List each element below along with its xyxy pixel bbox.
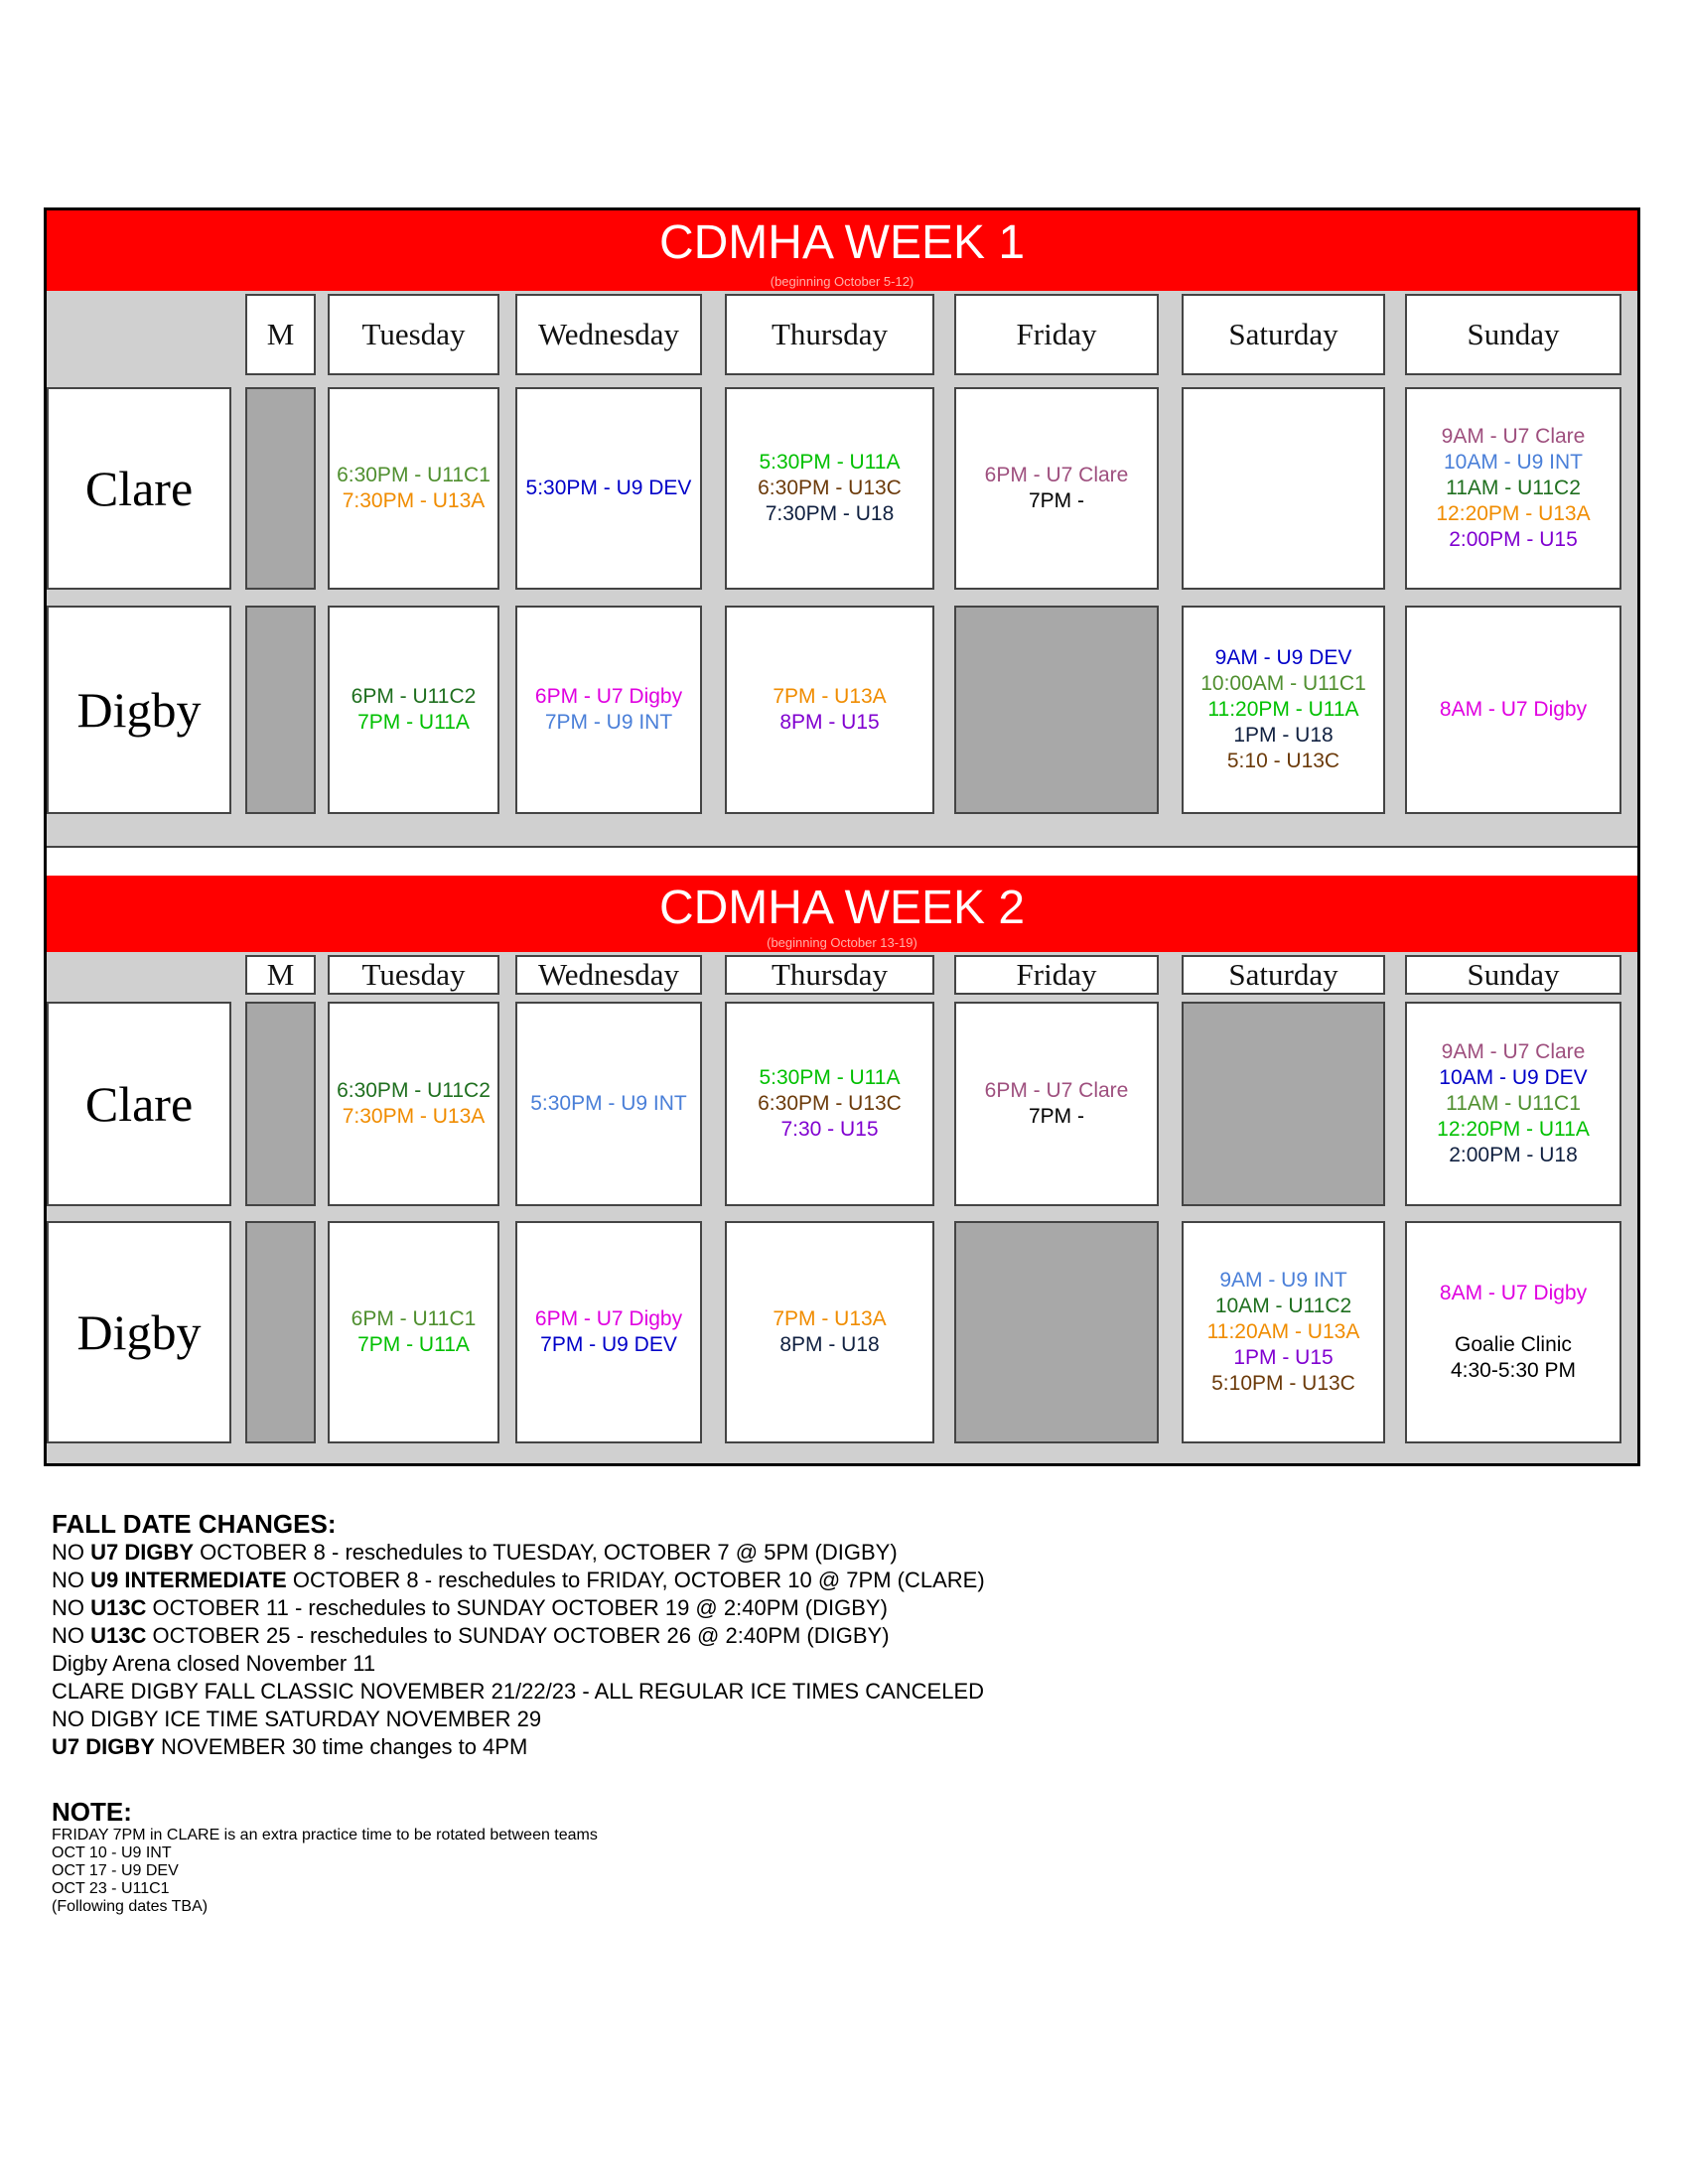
ice-time-entry: 10AM - U9 INT bbox=[1443, 451, 1584, 474]
ice-time-entry: 6PM - U7 Digby bbox=[534, 1307, 683, 1330]
ice-time-entry: 7PM - U11A bbox=[357, 1333, 470, 1356]
fall-change-bold: U13C bbox=[90, 1623, 147, 1648]
fall-change-post: NO DIGBY ICE TIME SATURDAY NOVEMBER 29 bbox=[52, 1706, 542, 1731]
fall-change-line bbox=[52, 1539, 1342, 1567]
fall-change-pre: NO bbox=[52, 1540, 91, 1565]
fall-date-changes bbox=[52, 1509, 1342, 1761]
w2-digby-wed bbox=[515, 1221, 702, 1443]
ice-time-entry: 9AM - U7 Clare bbox=[1441, 1040, 1586, 1063]
ice-time-entry: 4:30-5:30 PM bbox=[1450, 1359, 1577, 1382]
day-header-wednesday: Wednesday bbox=[515, 955, 702, 995]
week-1-banner bbox=[47, 210, 1637, 291]
fall-change-bold: U7 DIGBY bbox=[52, 1734, 155, 1759]
fall-change-post: CLARE DIGBY FALL CLASSIC NOVEMBER 21/22/23 - ALL REGULAR ICE TIMES CANCELED bbox=[52, 1679, 985, 1704]
ice-time-entry: 9AM - U7 Clare bbox=[1441, 425, 1586, 448]
note-heading: NOTE: bbox=[52, 1797, 132, 1827]
fall-change-post: NOVEMBER 30 time changes to 4PM bbox=[154, 1734, 528, 1759]
ice-time-entry: 5:30PM - U9 INT bbox=[530, 1092, 687, 1115]
fall-change-post: OCTOBER 25 - reschedules to SUNDAY OCTOBER 26 @ 2:40PM (DIGBY) bbox=[146, 1623, 890, 1648]
week-2-title: CDMHA WEEK 2 bbox=[658, 882, 1026, 934]
week-1-subtitle: (beginning October 5-12) bbox=[770, 274, 914, 289]
fall-change-bold: U13C bbox=[90, 1595, 147, 1620]
ice-time-entry: 2:00PM - U15 bbox=[1449, 528, 1578, 551]
day-header-tuesday: Tuesday bbox=[328, 955, 499, 995]
ice-time-entry: 5:10 - U13C bbox=[1226, 750, 1340, 772]
week-1-title: CDMHA WEEK 1 bbox=[658, 216, 1026, 269]
fall-change-pre: NO bbox=[52, 1595, 91, 1620]
w1-digby-sat bbox=[1182, 606, 1385, 814]
w1-digby-wed bbox=[515, 606, 702, 814]
ice-time-entry bbox=[1510, 1306, 1516, 1332]
w1-clare-mon bbox=[245, 387, 316, 590]
w1-digby-mon bbox=[245, 606, 316, 814]
ice-time-entry: 1PM - U15 bbox=[1233, 1346, 1334, 1369]
ice-time-entry: 7:30PM - U13A bbox=[342, 489, 486, 512]
ice-time-entry: 12:20PM - U11A bbox=[1437, 1118, 1590, 1141]
ice-time-entry: 7PM - U9 INT bbox=[544, 711, 673, 734]
note-line: FRIDAY 7PM in CLARE is an extra practice time to be rotated between teams bbox=[52, 1827, 598, 1843]
w1-clare-sat bbox=[1182, 387, 1385, 590]
w2-digby-tue bbox=[328, 1221, 499, 1443]
day-header-thursday: Thursday bbox=[725, 955, 934, 995]
ice-time-entry: 6:30PM - U13C bbox=[758, 1092, 902, 1115]
ice-time-entry: 6PM - U7 Clare bbox=[984, 464, 1129, 486]
w1-clare-fri bbox=[954, 387, 1159, 590]
fall-change-line bbox=[52, 1567, 1342, 1594]
ice-time-entry: 9AM - U9 DEV bbox=[1214, 646, 1352, 669]
ice-time-entry: 7PM - bbox=[1028, 1105, 1084, 1128]
row-label-digby: Digby bbox=[47, 1221, 231, 1443]
w2-clare-wed bbox=[515, 1002, 702, 1206]
ice-time-entry: 7:30PM - U18 bbox=[765, 502, 895, 525]
ice-time-entry: 1PM - U18 bbox=[1233, 724, 1334, 747]
ice-time-entry: 11AM - U11C1 bbox=[1446, 1092, 1581, 1115]
ice-time-entry: 8AM - U7 Digby bbox=[1439, 1282, 1588, 1304]
w1-digby-thu bbox=[725, 606, 934, 814]
day-header-friday: Friday bbox=[954, 294, 1159, 375]
w2-clare-fri bbox=[954, 1002, 1159, 1206]
ice-time-entry: 6PM - U7 Clare bbox=[984, 1079, 1129, 1102]
ice-time-entry: 7PM - U11A bbox=[357, 711, 470, 734]
fall-change-pre: NO bbox=[52, 1568, 91, 1592]
ice-time-entry: 7PM - U13A bbox=[773, 1307, 887, 1330]
fall-change-bold: U7 DIGBY bbox=[90, 1540, 195, 1565]
ice-time-entry: 10AM - U9 DEV bbox=[1439, 1066, 1588, 1089]
day-header-friday: Friday bbox=[954, 955, 1159, 995]
ice-time-entry: 7:30 - U15 bbox=[780, 1118, 879, 1141]
day-header-saturday: Saturday bbox=[1182, 955, 1385, 995]
fall-changes-list bbox=[52, 1539, 1342, 1761]
w1-digby-fri bbox=[954, 606, 1159, 814]
fall-change-post: OCTOBER 11 - reschedules to SUNDAY OCTOBER 19 @ 2:40PM (DIGBY) bbox=[146, 1595, 888, 1620]
day-header-monday: M bbox=[245, 955, 316, 995]
w2-digby-sat bbox=[1182, 1221, 1385, 1443]
w1-digby-sun bbox=[1405, 606, 1621, 814]
w2-clare-thu bbox=[725, 1002, 934, 1206]
w1-clare-tue bbox=[328, 387, 499, 590]
ice-time-entry: 5:30PM - U11A bbox=[759, 1066, 901, 1089]
fall-change-pre: NO bbox=[52, 1623, 91, 1648]
ice-time-entry: 11:20PM - U11A bbox=[1207, 698, 1359, 721]
week-separator bbox=[47, 846, 1637, 878]
row-label-digby: Digby bbox=[47, 606, 231, 814]
row-label-clare: Clare bbox=[47, 1002, 231, 1206]
fall-change-post: OCTOBER 8 - reschedules to TUESDAY, OCTOBER 7 @ 5PM (DIGBY) bbox=[194, 1540, 898, 1565]
w2-clare-tue bbox=[328, 1002, 499, 1206]
ice-time-entry: 12:20PM - U13A bbox=[1436, 502, 1591, 525]
ice-time-entry: 6PM - U11C2 bbox=[351, 685, 477, 708]
w1-clare-sun bbox=[1405, 387, 1621, 590]
w2-clare-mon bbox=[245, 1002, 316, 1206]
day-header-wednesday: Wednesday bbox=[515, 294, 702, 375]
ice-time-entry: 11AM - U11C2 bbox=[1446, 477, 1581, 499]
day-header-thursday: Thursday bbox=[725, 294, 934, 375]
w2-clare-sun bbox=[1405, 1002, 1621, 1206]
day-header-sunday: Sunday bbox=[1405, 955, 1621, 995]
w2-digby-mon bbox=[245, 1221, 316, 1443]
w2-digby-fri bbox=[954, 1221, 1159, 1443]
ice-time-entry: 8AM - U7 Digby bbox=[1439, 698, 1588, 721]
day-header-tuesday: Tuesday bbox=[328, 294, 499, 375]
ice-time-entry: 6PM - U7 Digby bbox=[534, 685, 683, 708]
day-header-saturday: Saturday bbox=[1182, 294, 1385, 375]
day-header-sunday: Sunday bbox=[1405, 294, 1621, 375]
ice-time-entry: 11:20AM - U13A bbox=[1206, 1320, 1360, 1343]
ice-time-entry: 10AM - U11C2 bbox=[1214, 1295, 1352, 1317]
w1-clare-thu bbox=[725, 387, 934, 590]
w2-digby-thu bbox=[725, 1221, 934, 1443]
ice-time-entry: 5:30PM - U11A bbox=[759, 451, 901, 474]
ice-time-entry: 7PM - bbox=[1028, 489, 1084, 512]
row-label-clare: Clare bbox=[47, 387, 231, 590]
note-line: (Following dates TBA) bbox=[52, 1898, 209, 1915]
ice-time-entry: 7:30PM - U13A bbox=[342, 1105, 486, 1128]
ice-time-entry: 5:10PM - U13C bbox=[1211, 1372, 1355, 1395]
ice-time-entry: 10:00AM - U11C1 bbox=[1200, 672, 1366, 695]
ice-time-entry: 6:30PM - U11C1 bbox=[337, 464, 491, 486]
ice-time-entry: 8PM - U15 bbox=[779, 711, 880, 734]
ice-time-entry: 8PM - U18 bbox=[779, 1333, 880, 1356]
note-line: OCT 23 - U11C1 bbox=[52, 1880, 170, 1897]
note-line: OCT 10 - U9 INT bbox=[52, 1844, 172, 1861]
w2-clare-sat bbox=[1182, 1002, 1385, 1206]
w1-clare-wed bbox=[515, 387, 702, 590]
fall-change-line bbox=[52, 1678, 1342, 1706]
fall-change-line bbox=[52, 1733, 1342, 1761]
w2-digby-sun bbox=[1405, 1221, 1621, 1443]
note-line: OCT 17 - U9 DEV bbox=[52, 1862, 179, 1879]
fall-change-line bbox=[52, 1594, 1342, 1622]
ice-time-entry: 7PM - U13A bbox=[773, 685, 887, 708]
fall-change-bold: U9 INTERMEDIATE bbox=[90, 1568, 287, 1592]
week-2-banner bbox=[47, 876, 1637, 952]
fall-change-post: OCTOBER 8 - reschedules to FRIDAY, OCTOBER 10 @ 7PM (CLARE) bbox=[286, 1568, 985, 1592]
fall-change-line bbox=[52, 1650, 1342, 1678]
ice-time-entry: 6:30PM - U11C2 bbox=[337, 1079, 491, 1102]
ice-time-entry: 5:30PM - U9 DEV bbox=[525, 477, 692, 499]
schedule-grid bbox=[44, 207, 1640, 1466]
w1-digby-tue bbox=[328, 606, 499, 814]
ice-time-entry: 6PM - U11C1 bbox=[351, 1307, 477, 1330]
note-section bbox=[52, 1797, 1342, 1916]
day-header-monday: M bbox=[245, 294, 316, 375]
week-2-subtitle: (beginning October 13-19) bbox=[767, 935, 917, 950]
ice-time-entry: 9AM - U9 INT bbox=[1219, 1269, 1347, 1292]
ice-time-entry: 2:00PM - U18 bbox=[1449, 1144, 1578, 1166]
ice-time-entry: Goalie Clinic bbox=[1455, 1333, 1572, 1356]
fall-change-line bbox=[52, 1622, 1342, 1650]
fall-changes-heading: FALL DATE CHANGES: bbox=[52, 1509, 337, 1539]
ice-time-entry: 7PM - U9 DEV bbox=[540, 1333, 677, 1356]
fall-change-line bbox=[52, 1706, 1342, 1733]
ice-time-entry: 6:30PM - U13C bbox=[758, 477, 902, 499]
fall-change-post: Digby Arena closed November 11 bbox=[52, 1651, 376, 1676]
